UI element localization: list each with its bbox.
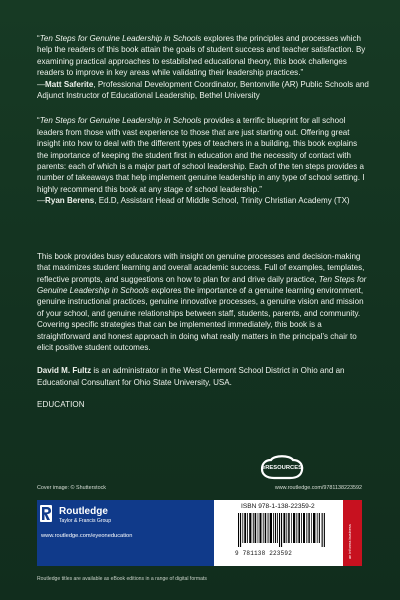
eresources-text: eRESOURCES	[262, 465, 302, 471]
informa-tab-text: an informa business	[347, 524, 352, 559]
cover-meta-row	[37, 485, 362, 497]
informa-side-tab	[343, 500, 362, 566]
publisher-url[interactable]: www.routledge.com/eyeoneducation	[41, 533, 133, 539]
praise-quote-1	[37, 33, 369, 101]
quote-attribution	[37, 195, 369, 206]
cover-image-credit: Cover image: © Shutterstock	[37, 485, 106, 491]
back-cover-text	[37, 33, 369, 409]
publisher-name: Routledge	[59, 506, 108, 517]
routledge-brand-box	[37, 500, 214, 566]
attribution-name: Matt Saferite	[45, 79, 94, 89]
author-bio-text: is an administrator in the West Clermont School District in Ohio and an Educational Consultant for Ohio State University, USA.	[37, 366, 345, 387]
description-intro: This book provides busy educators with insight on genuine processes and decision-making that maximizes student learning and overall academic success. Full of examples, templates, reflective prompts, and suggestions on how to plan for and drive daily practice,	[37, 251, 365, 284]
quote-body: explores the principles and processes which help the readers of this book attain the goals of student success and teacher satisfaction. By examining practical approaches to established educational theory, this book challenges readers to improve in key areas while validating their leadership practices.”	[37, 34, 366, 78]
publisher-barcode-panel	[37, 500, 362, 566]
author-bio	[37, 365, 369, 388]
resources-url[interactable]: www.routledge.com/9781138223592	[274, 485, 362, 491]
isbn-number: ISBN 978-1-138-22359-2	[241, 503, 315, 510]
attribution-details: , Professional Development Coordinator, Bentonville (AR) Public Schools and Adjunct Instructor of Educational Leadership, Bethel University	[37, 79, 369, 101]
ebook-availability-note: Routledge titles are available as eBook editions in a range of digital formats	[37, 576, 207, 582]
quote-attribution	[37, 79, 369, 102]
description-book-title: Ten Steps for Genuine Leadership in Schools	[37, 274, 367, 295]
quoted-book-title: Ten Steps for Genuine Leadership in Schools	[39, 116, 202, 126]
description-body: explores the importance of a genuine learning environment, genuine instructional practices, genuine innovative processes, a genuine vision and mission of your school, and genuine relationships between staff, students, parents, and community. Covering specific strategies that can be implemented immediately, this book is a straightforward and honest approach in doing what really matters in the principal’s chair to elicit positive student outcomes.	[37, 285, 364, 352]
category-label: EDUCATION	[37, 400, 85, 410]
barcode-icon	[238, 513, 326, 547]
attribution-dash: —	[37, 196, 46, 206]
isbn-barcode-area	[225, 503, 331, 563]
attribution-dash: —	[37, 79, 46, 89]
routledge-logo-icon	[40, 505, 52, 522]
praise-quote-2	[37, 115, 369, 206]
attribution-name: Ryan Berens	[45, 196, 95, 206]
publisher-group: Taylor & Francis Group	[59, 518, 112, 524]
quote-open-mark: “	[37, 34, 40, 43]
eresources-badge	[255, 452, 309, 486]
quoted-book-title: Ten Steps for Genuine Leadership in Schools	[39, 34, 202, 43]
barcode-digits: 9 781138 223592	[235, 550, 293, 557]
attribution-details: , Ed.D, Assistant Head of Middle School, Trinity Christian Academy (TX)	[94, 196, 350, 206]
quote-open-mark: “	[37, 116, 40, 126]
author-name: David M. Fultz	[37, 366, 92, 376]
quote-body: provides a terrific blueprint for all school leaders from those with vast experience to those that are just starting out. Offering great insight into how to deal with the different types of teachers in a building, this book explains the importance of keeping the student first in education and the necessity of contact with parents: each of which is a major part of school leadership. Each of the ten steps provides a number of takeaways that help implement genuine leadership in any type of school setting. I highly recommend this book at any stage of school leadership.”	[37, 116, 365, 194]
book-description	[37, 251, 369, 354]
